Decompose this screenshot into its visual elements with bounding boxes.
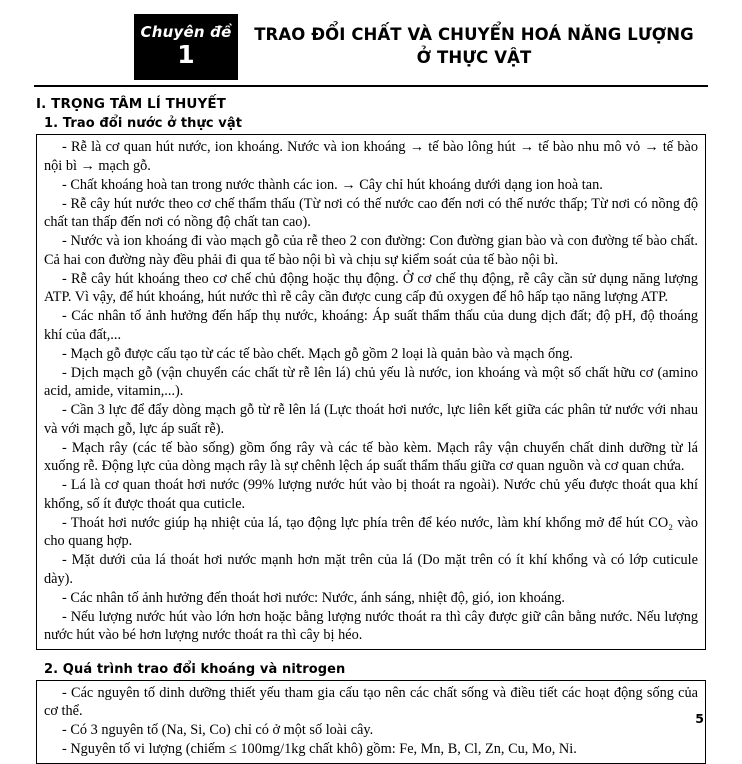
paragraph: - Mặt dưới của lá thoát hơi nước mạnh hơn mặt trên của lá (Do mặt trên có ít khí khổng và có lớp cuticule dày). — [44, 552, 698, 587]
paragraph: - Nguyên tố vi lượng (chiếm ≤ 100mg/1kg chất khô) gồm: Fe, Mn, B, Cl, Zn, Cu, Mo, Ni. — [62, 741, 577, 757]
subsection-2-heading: 2. Quá trình trao đổi khoáng và nitrogen — [44, 661, 346, 677]
header-divider — [34, 85, 708, 87]
chapter-badge-label: Chuyên đề — [140, 23, 232, 42]
chapter-title — [238, 14, 704, 80]
paragraph: - Thoát hơi nước giúp hạ nhiệt của lá, tạo động lực phía trên để kéo nước, làm khí khổng mở để hút CO₂ vào cho quang hợp. — [44, 514, 698, 549]
paragraph: - Các nhân tố ảnh hưởng đến thoát hơi nước: Nước, ánh sáng, nhiệt độ, gió, ion khoáng. — [62, 589, 565, 606]
subsection-1-heading: 1. Trao đổi nước ở thực vật — [44, 116, 243, 131]
subsection-2-content — [36, 680, 706, 764]
section-heading: I. TRỌNG TÂM LÍ THUYẾT — [36, 96, 226, 112]
chapter-header — [134, 14, 704, 80]
paragraph: - Mạch gỗ được cấu tạo từ các tế bào chết. Mạch gỗ gồm 2 loại là quản bào và mạch ống. — [62, 345, 573, 362]
paragraph: - Dịch mạch gỗ (vận chuyển các chất từ rễ lên lá) chủ yếu là nước, ion khoáng và một số chất hữu cơ (amino acid, amide, vitamin,...). — [44, 364, 698, 399]
chapter-title-line-1: TRAO ĐỔI CHẤT VÀ CHUYỂN HOÁ NĂNG LƯỢNG — [254, 24, 694, 44]
paragraph: - Nếu lượng nước hút vào lớn hơn hoặc bằng lượng nước thoát ra thì cây được giữ cân bằng nước. Nếu lượng nước hút vào bé hơn lượng nước thoát ra thì cây bị héo. — [44, 608, 698, 643]
subsection-1-content — [36, 134, 706, 650]
paragraph: - Lá là cơ quan thoát hơi nước (99% lượng nước hút vào bị thoát ra ngoài). Nước chủ yếu được thoát qua khí khổng, số ít được thoát qua cuticle. — [44, 477, 698, 512]
chapter-badge — [134, 14, 238, 80]
paragraph: - Cần 3 lực để đẩy dòng mạch gỗ từ rễ lên lá (Lực thoát hơi nước, lực liên kết giữa các phân tử nước với nhau và với mạch gỗ, lực áp suất rễ). — [44, 402, 698, 437]
page-number: 5 — [695, 711, 704, 726]
paragraph: - Chất khoáng hoà tan trong nước thành các ion. → Cây chỉ hút khoáng dưới dạng ion hoà tan. — [62, 176, 603, 193]
paragraph: - Rễ là cơ quan hút nước, ion khoáng. Nước và ion khoáng → tế bào lông hút → tế bào nhu mô vỏ → tế bào nội bì → mạch gỗ. — [44, 139, 698, 174]
chapter-badge-number: 1 — [177, 39, 195, 69]
paragraph: - Nước và ion khoáng đi vào mạch gỗ của rễ theo 2 con đường: Con đường gian bào và con đường tế bào chất. Cả hai con đường này đều phải đi qua tế bào nội bì và chịu sự kiểm soát của tế bào nội bì. — [44, 233, 698, 268]
paragraph: - Rễ cây hút nước theo cơ chế thẩm thấu (Từ nơi có thế nước cao đến nơi có thế nước thấp; Từ nơi có nồng độ chất tan thấp đến nơi có nồng độ chất tan cao). — [44, 195, 698, 230]
paragraph: - Rễ cây hút khoáng theo cơ chế chủ động hoặc thụ động. Ở cơ chế thụ động, rễ cây cần sử dụng năng lượng ATP. Vì vậy, để hút khoáng, hút nước thì rễ cây cần được cung cấp đủ oxygen để hô hấp tạo năng lượng ATP. — [44, 270, 698, 305]
paragraph: - Các nhân tố ảnh hưởng đến hấp thụ nước, khoáng: Áp suất thẩm thấu của dung dịch đất; độ pH, độ thoáng khí của đất,... — [44, 308, 698, 343]
chapter-title-line-2: Ở THỰC VẬT — [416, 48, 532, 67]
paragraph: - Mạch rây (các tế bào sống) gồm ống rây và các tế bào kèm. Mạch rây vận chuyển chất dinh dưỡng từ lá xuống rễ. Động lực của dòng mạch rây là sự chênh lệch áp suất thẩm thấu giữa cơ quan nguồn và cơ quan chứa. — [44, 439, 698, 474]
paragraph: - Các nguyên tố dinh dưỡng thiết yếu tham gia cấu tạo nên các chất sống và điều tiết các hoạt động sống của cơ thể. — [44, 684, 698, 719]
paragraph: - Có 3 nguyên tố (Na, Si, Co) chỉ có ở một số loài cây. — [62, 722, 374, 738]
